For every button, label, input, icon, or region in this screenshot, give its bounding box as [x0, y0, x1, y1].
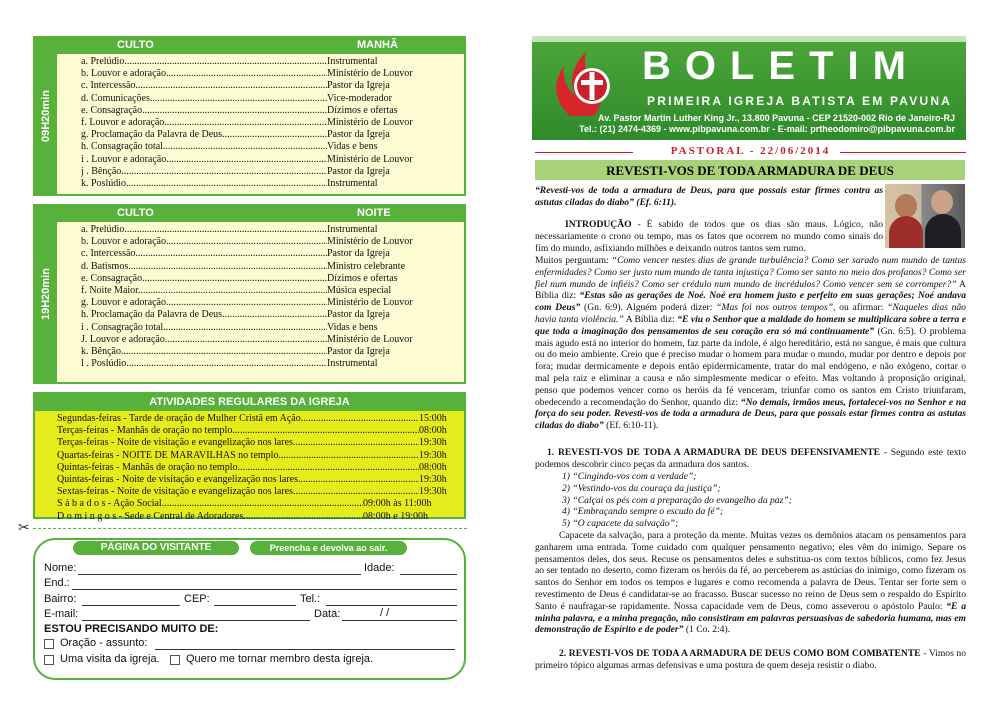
membro-checkbox[interactable] [170, 655, 180, 665]
list-item: h. Consagração total ..... Vidas e bens [81, 141, 464, 153]
list-item: i . Louvor e adoração ..... Ministério de Louvor [81, 154, 464, 166]
data-field[interactable] [342, 620, 457, 621]
list-item: d. Comunicações ..... Vice-moderador [81, 93, 464, 105]
list-item: d. Batismos ..... Ministro celebrante [81, 261, 464, 273]
data-separator: / / [380, 607, 390, 619]
list-item: l . Poslúdio ..... Instrumental [81, 358, 464, 370]
list-item: k. Poslúdio ..... Instrumental [81, 178, 464, 190]
atividades-title: ATIVIDADES REGULARES DA IGREJA [35, 394, 464, 411]
list-item: 5) “O capacete da salvação”; [562, 518, 679, 530]
list-item: Quartas-feiras - NOITE DE MARAVILHAS no templo ..... 19:30h [57, 450, 464, 462]
period-label: MANHÃ [357, 39, 398, 51]
list-item: b. Louvor e adoração ..... Ministério de Louvor [81, 68, 464, 80]
cut-line [33, 528, 467, 529]
oracao-label: Oração - assunto: [60, 637, 148, 649]
endereco-label: End.: [44, 577, 70, 589]
cep-field[interactable] [214, 605, 296, 606]
visita-label: Uma visita da igreja. [60, 653, 160, 665]
list-item: a. Prelúdio ..... Instrumental [81, 224, 464, 236]
culto-label: CULTO [117, 39, 154, 51]
pastoral-date: PASTORAL - 22/06/2014 [670, 145, 831, 157]
cep-label: CEP: [184, 593, 210, 605]
culto-noite-box [33, 204, 466, 384]
list-item: 4) “Embraçando sempre o escudo da fé”; [562, 506, 724, 518]
church-name: PRIMEIRA IGREJA BATISTA EM PAVUNA [647, 94, 953, 108]
bairro-label: Bairro: [44, 593, 77, 605]
list-item: c. Intercessão ..... Pastor da Igreja [81, 80, 464, 92]
list-item: 1) “Cingindo-vos com a verdade”; [562, 471, 697, 482]
list-item: e. Consagração ..... Dízimos e ofertas [81, 105, 464, 117]
list-item: S á b a d o s - Ação Social ..... 09:00h às 11:00h [57, 498, 464, 510]
culto-manha-list [57, 54, 464, 194]
list-item: b. Louvor e adoração ..... Ministério de Louvor [81, 236, 464, 248]
list-item: j . Bênção ..... Pastor da Igreja [81, 166, 464, 178]
membro-label: Quero me tornar membro desta igreja. [186, 653, 374, 665]
culto-noite-header [57, 206, 464, 222]
armor-list [562, 471, 962, 530]
atividades-box [33, 392, 466, 522]
boletim-title: BOLETIM [642, 44, 920, 88]
list-item: 3) “Calçai os pés com a preparação do evangelho da paz”; [562, 494, 792, 506]
list-item: 2) “Vestindo-vos da couraça da justiça”; [562, 482, 721, 494]
bairro-field[interactable] [82, 605, 180, 606]
pastor-photo [885, 184, 965, 248]
tel-field[interactable] [326, 605, 457, 606]
church-address: Av. Pastor Martin Luther King Jr., 13.800 Pavuna - CEP 21520-002 Rio de Janeiro-RJ Tel.: (21) 2474-4369 - www.pibpavuna.com.br - E-mail: prtheodomiro@pibpavuna.com.br [579, 113, 955, 134]
list-item: Quintas-feiras - Manhãs de oração no templo ..... 08:00h [57, 462, 464, 474]
pastoral-title-bar [535, 160, 965, 180]
oracao-checkbox[interactable] [44, 639, 54, 649]
culto-manha-time: 09H20min [40, 90, 52, 142]
section-1-body: Capacete da salvação, para a proteção da mente. Muitas vezes os demônios atacam os pensamentos para ganharem uma entrada. Tome cuidado com qualquer pensamento negativo; eles vêm do inimigo. Separe os pensamentos deles, dos seus. Recuse os pensamentos deles e substitua-os com textos bíblicos, como fez Jesus ao ser tentado no deserto, como fizeram os heróis da fé, ao perceberem as astúcias do inimigo, como fizeram os santos do Senhor em todos os tempos e lugares e como recomenda a palavra de Deus. Tentar ser forte sem o revestimento de Deus é candidatar-se ao fracasso. Buscar sucesso no reino de Deus sem o respaldo do Espírito Santo é naufragar-se rapidamente. Nossa capacidade vem de Deus, como asseverou o apóstolo Paulo: “E a minha palavra, e a minha pregação, não consistiram em palavras persuasivas de sabedoria humana, mas em demonstração de Espírito e de poder” (1 Co. 2:4). [535, 530, 966, 636]
list-item: k. Bênção ..... Pastor da Igreja [81, 346, 464, 358]
email-field[interactable] [82, 620, 310, 621]
pastoral-title: REVESTI-VOS DE TODA ARMADURA DE DEUS [606, 163, 894, 178]
pastoral-epigraph: “Revesti-vos de toda a armadura de Deus, para que possais estar firmes contra as astutas ciladas do diabo” (Ef. 6:11). [535, 185, 883, 208]
period-label: NOITE [357, 207, 391, 219]
list-item: h. Proclamação da Palavra de Deus ..... Pastor da Igreja [81, 309, 464, 321]
list-item: Terças-feiras - Manhãs de oração no templo ..... 08:00h [57, 425, 464, 437]
culto-manha-header [57, 38, 464, 54]
time-side-bar [35, 206, 57, 382]
nome-field[interactable] [78, 574, 361, 575]
list-item: J. Louvor e adoração ..... Ministério de Louvor [81, 334, 464, 346]
culto-noite-time: 19H20min [40, 268, 52, 320]
time-side-bar [35, 38, 57, 194]
list-item: Sextas-feiras - Noite de visitação e evangelização nos lares ..... 19:30h [57, 486, 464, 498]
visita-checkbox[interactable] [44, 655, 54, 665]
list-item: i . Consagração total ..... Vidas e bens [81, 322, 464, 334]
list-item: f. Louvor e adoração ..... Ministério de Louvor [81, 117, 464, 129]
culto-label: CULTO [117, 207, 154, 219]
list-item: D o m i n g o s - Sede e Central de Adoradores ..... 08:00h e 19:00h [57, 511, 464, 523]
list-item: e. Consagração ..... Dízimos e ofertas [81, 273, 464, 285]
list-item: g. Proclamação da Palavra de Deus ..... Pastor da Igreja [81, 129, 464, 141]
email-label: E-mail: [44, 608, 79, 620]
oracao-assunto-field[interactable] [155, 649, 455, 650]
list-item: g. Louvor e adoração ..... Ministério de Louvor [81, 297, 464, 309]
precisando-label: ESTOU PRECISANDO MUITO DE: [44, 623, 219, 635]
culto-manha-box [33, 36, 466, 196]
idade-label: Idade: [364, 562, 395, 574]
list-item: Terças-feiras - Noite de visitação e evangelização nos lares ..... 19:30h [57, 437, 464, 449]
list-item: c. Intercessão ..... Pastor da Igreja [81, 248, 464, 260]
endereco-field[interactable] [72, 589, 457, 590]
idade-field[interactable] [400, 574, 457, 575]
tel-label: Tel.: [300, 593, 321, 605]
visitante-subtitle: Preencha e devolva ao sair. [250, 541, 407, 555]
list-item: Quintas-feiras - Noite de visitação e evangelização nos lares ..... 19:30h [57, 474, 464, 486]
scissors-icon: ✂ [18, 521, 30, 536]
visitante-title: PÁGINA DO VISITANTE [73, 541, 239, 555]
intro-paragraph: INTRODUÇÃO - É sabido de todos que os dias são maus. Lógico, não necessariamente o crono ou tempo, mas os fatos que ocorrem no mundo como sinais do fim do mundo, asfixiando milhões e deixando outros tantos sem rumo. [535, 219, 883, 254]
list-item: f. Noite Maior ..... Música especial [81, 285, 464, 297]
church-logo-icon [550, 46, 622, 122]
list-item: a. Prelúdio ..... Instrumental [81, 56, 464, 68]
section-1: 1. REVESTI-VOS DE TODA A ARMADURA DE DEUS DEFENSIVAMENTE - Segundo este texto podemos descobrir cinco peças da armadura dos santos. [535, 447, 966, 470]
list-item: Segundas-feiras - Tarde de oração de Mulher Cristã em Ação ..... 15:00h [57, 413, 464, 425]
data-label: Data: [314, 608, 341, 620]
intro-body: Muitos perguntam: “Como vencer nestes dias de grande turbulência? Como ser sarado num mundo de tantas enfermidades? Como ser justo num mundo de tanta injustiça? Como ser santo no meio dos profanos? Como ser fiel num mundo de infiéis? Como ser crédulo num mundo de incrédulos? Como vencer sem se corromper?” A Bíblia diz: “Estas são as gerações de Noé. Noé era homem justo e perfeito em suas gerações; Noé andava com Deus” (Gn. 6:9). Alguém poderá dizer: “Mas foi nos outros tempos”, ou afirmar: “Naqueles dias não havia tanta violência.” A Bíblia diz: “E viu o Senhor que a maldade do homem se multiplicara sobre a terra e que toda a imaginação dos pensamentos de seu coração era só má continuamente” (Gn. 6:5). O problema mais agudo está no interior do homem, faz parte da índole, é algo hereditário, está no sangue, é mais que cultura ou do meio ambiente. Creio que é preciso mudar o homem para mudar o mundo, mudar por dentro e depois por fora; mudar dermicamente e depois então epidermicamente, tratar do mal endógeno, e não exógeno, cortar o mal pela raiz e eliminar a causa e não simplesmente medicar o efeito. Mas voltando à proposição original, penso que podemos vencer como os heróis da fé venceram, triunfar como os santos em Cristo triunfaram, obedecendo a recomendação do Senhor, quando diz: “No demais, irmãos meus, fortalecei-vos no Senhor e na força do seu poder. Revesti-vos de toda a armadura de Deus, para que possais estar firmes contra as astutas ciladas do diabo” (Ef. 6:10-11). [535, 255, 966, 432]
section-2: 2. REVESTI-VOS DE TODA A ARMADURA DE DEUS COMO BOM COMBATENTE - Vimos no primeiro tópico algumas armas defensivas e uma postura de quem deseja resistir o diabo. [535, 648, 966, 671]
nome-label: Nome: [44, 562, 77, 574]
culto-noite-list [57, 222, 464, 382]
